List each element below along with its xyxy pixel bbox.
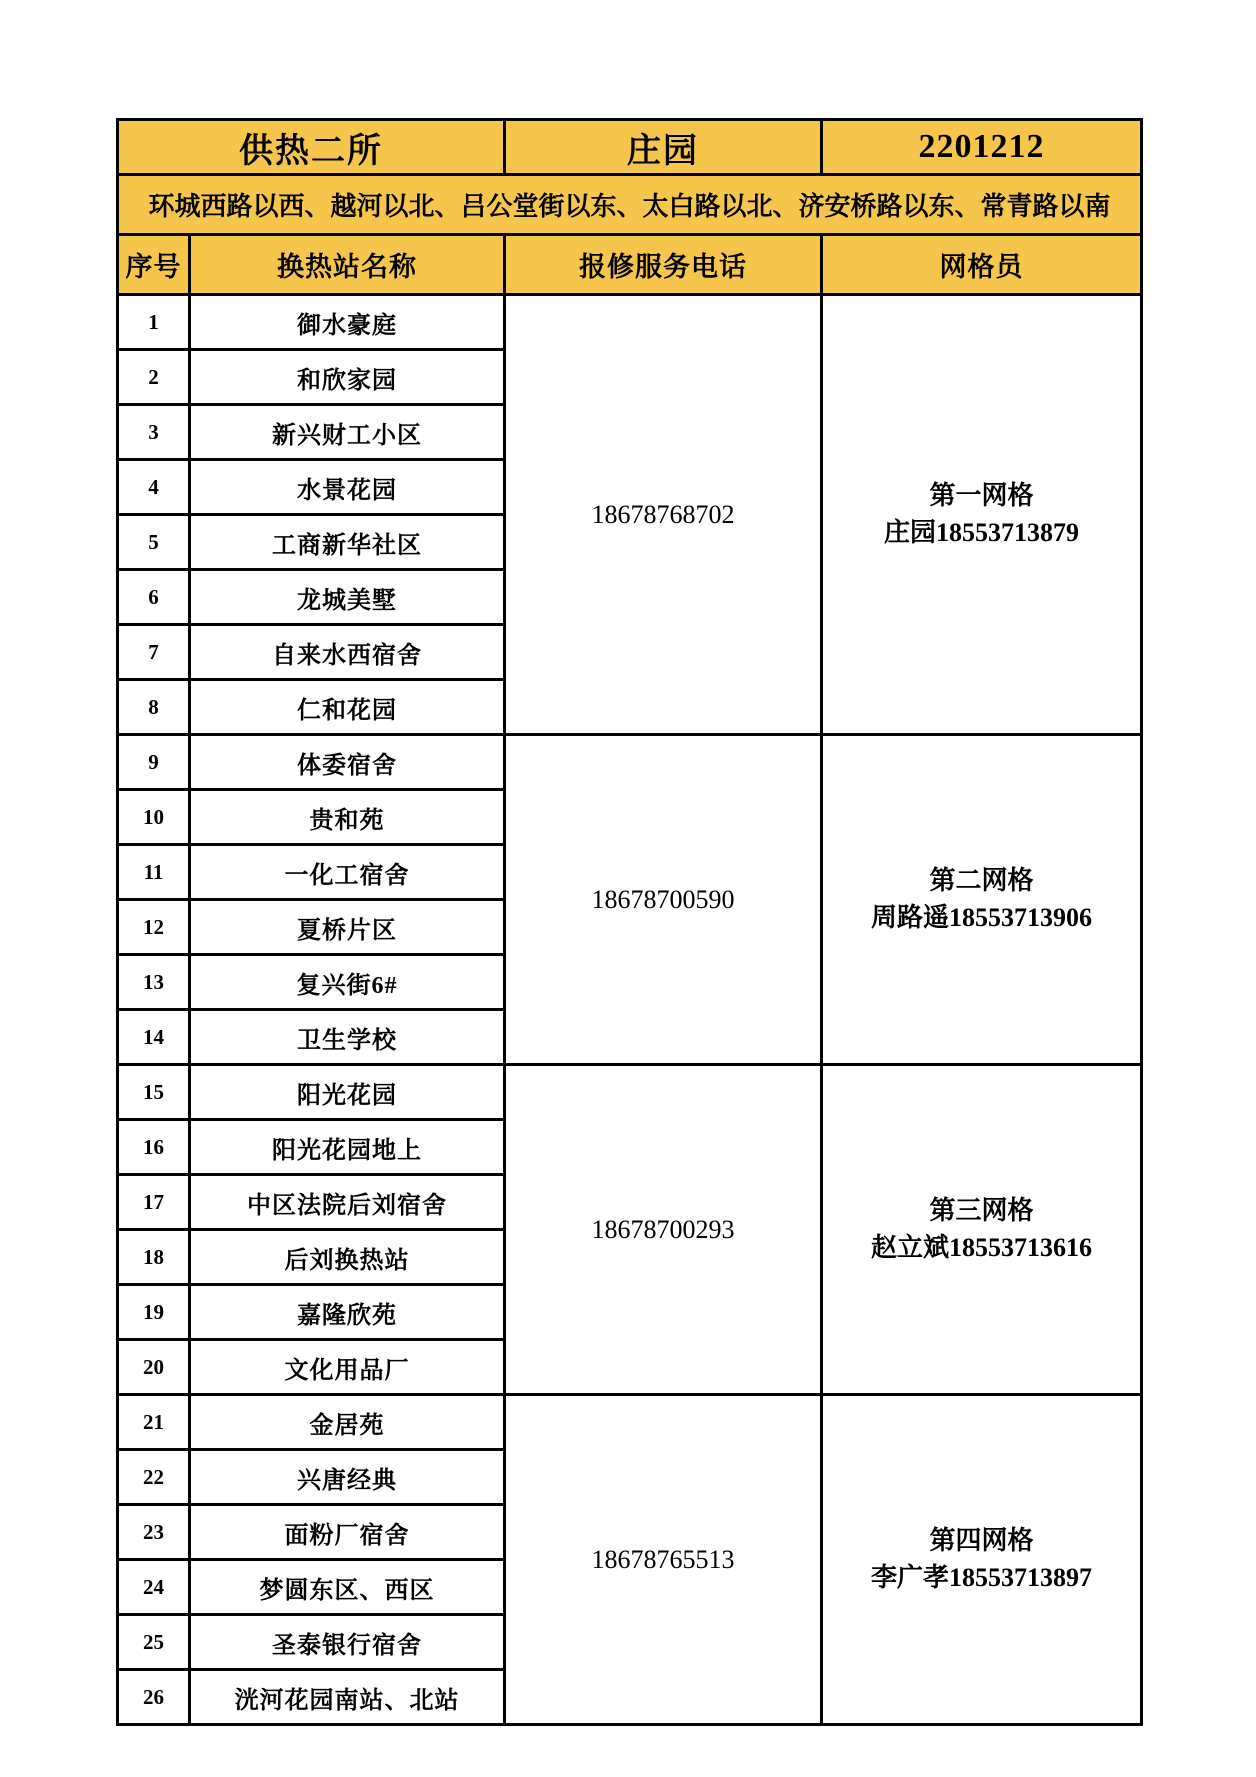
station-name-cell: 复兴街6# xyxy=(190,955,505,1010)
station-name-cell: 和欣家园 xyxy=(190,350,505,405)
table-row xyxy=(118,295,1142,350)
row-number-cell: 22 xyxy=(118,1450,190,1505)
station-name-cell: 文化用品厂 xyxy=(190,1340,505,1395)
region-description: 环城西路以西、越河以北、吕公堂街以东、太白路以北、济安桥路以东、常青路以南 xyxy=(118,175,1142,235)
repair-phone-cell: 18678700590 xyxy=(505,735,822,1065)
row-number-cell: 17 xyxy=(118,1175,190,1230)
repair-phone-cell: 18678765513 xyxy=(505,1395,822,1725)
row-number-cell: 23 xyxy=(118,1505,190,1560)
station-rows xyxy=(118,295,1142,1725)
station-name-cell: 兴唐经典 xyxy=(190,1450,505,1505)
station-name-cell: 水景花园 xyxy=(190,460,505,515)
table-row xyxy=(118,1395,1142,1450)
row-number-cell: 5 xyxy=(118,515,190,570)
grid-person-line: 李广孝18553713897 xyxy=(870,1562,1092,1592)
column-header-grid-worker: 网格员 xyxy=(822,235,1142,295)
station-name-cell: 洸河花园南站、北站 xyxy=(190,1670,505,1725)
row-number-cell: 2 xyxy=(118,350,190,405)
station-name-cell: 御水豪庭 xyxy=(190,295,505,350)
grid-name-line: 第四网格 xyxy=(929,1526,1034,1556)
row-number-cell: 25 xyxy=(118,1615,190,1670)
station-name-cell: 梦圆东区、西区 xyxy=(190,1560,505,1615)
station-name-cell: 新兴财工小区 xyxy=(190,405,505,460)
row-number-cell: 3 xyxy=(118,405,190,460)
grid-worker-cell xyxy=(822,1065,1142,1395)
station-name-cell: 夏桥片区 xyxy=(190,900,505,955)
region-row xyxy=(118,175,1142,235)
heating-station-table xyxy=(116,118,1143,1726)
station-name-cell: 体委宿舍 xyxy=(190,735,505,790)
row-number-cell: 6 xyxy=(118,570,190,625)
row-number-cell: 7 xyxy=(118,625,190,680)
row-number-cell: 24 xyxy=(118,1560,190,1615)
station-name-cell: 面粉厂宿舍 xyxy=(190,1505,505,1560)
table-row xyxy=(118,1065,1142,1120)
row-number-cell: 11 xyxy=(118,845,190,900)
row-number-cell: 18 xyxy=(118,1230,190,1285)
row-number-cell: 12 xyxy=(118,900,190,955)
office-title: 供热二所 xyxy=(118,120,505,175)
station-name-cell: 工商新华社区 xyxy=(190,515,505,570)
row-number-cell: 4 xyxy=(118,460,190,515)
station-name-cell: 贵和苑 xyxy=(190,790,505,845)
title-row xyxy=(118,120,1142,175)
row-number-cell: 16 xyxy=(118,1120,190,1175)
area-code: 2201212 xyxy=(822,120,1142,175)
station-name-cell: 卫生学校 xyxy=(190,1010,505,1065)
station-name-cell: 阳光花园 xyxy=(190,1065,505,1120)
row-number-cell: 19 xyxy=(118,1285,190,1340)
row-number-cell: 15 xyxy=(118,1065,190,1120)
station-name-cell: 嘉隆欣苑 xyxy=(190,1285,505,1340)
column-header-repair-phone: 报修服务电话 xyxy=(505,235,822,295)
row-number-cell: 8 xyxy=(118,680,190,735)
station-name-cell: 金居苑 xyxy=(190,1395,505,1450)
column-header-row xyxy=(118,235,1142,295)
station-name-cell: 龙城美墅 xyxy=(190,570,505,625)
grid-worker-cell xyxy=(822,1395,1142,1725)
row-number-cell: 14 xyxy=(118,1010,190,1065)
station-name-cell: 后刘换热站 xyxy=(190,1230,505,1285)
grid-person-line: 周路遥18553713906 xyxy=(870,902,1092,932)
station-name-cell: 仁和花园 xyxy=(190,680,505,735)
row-number-cell: 26 xyxy=(118,1670,190,1725)
grid-name-line: 第二网格 xyxy=(929,866,1034,896)
row-number-cell: 20 xyxy=(118,1340,190,1395)
station-name-cell: 中区法院后刘宿舍 xyxy=(190,1175,505,1230)
table-row xyxy=(118,735,1142,790)
grid-person-line: 庄园18553713879 xyxy=(883,517,1079,547)
repair-phone-cell: 18678768702 xyxy=(505,295,822,735)
station-name-cell: 阳光花园地上 xyxy=(190,1120,505,1175)
row-number-cell: 9 xyxy=(118,735,190,790)
grid-name-line: 第一网格 xyxy=(929,481,1034,511)
spreadsheet-page xyxy=(116,118,1143,1726)
station-name-cell: 一化工宿舍 xyxy=(190,845,505,900)
row-number-cell: 13 xyxy=(118,955,190,1010)
grid-worker-cell xyxy=(822,295,1142,735)
repair-phone-cell: 18678700293 xyxy=(505,1065,822,1395)
station-name-cell: 自来水西宿舍 xyxy=(190,625,505,680)
station-name-cell: 圣泰银行宿舍 xyxy=(190,1615,505,1670)
row-number-cell: 21 xyxy=(118,1395,190,1450)
grid-person-line: 赵立斌18553713616 xyxy=(870,1232,1092,1262)
grid-name-line: 第三网格 xyxy=(929,1196,1034,1226)
grid-worker-cell xyxy=(822,735,1142,1065)
row-number-cell: 1 xyxy=(118,295,190,350)
row-number-cell: 10 xyxy=(118,790,190,845)
column-header-index: 序号 xyxy=(118,235,190,295)
column-header-station-name: 换热站名称 xyxy=(190,235,505,295)
area-title: 庄园 xyxy=(505,120,822,175)
